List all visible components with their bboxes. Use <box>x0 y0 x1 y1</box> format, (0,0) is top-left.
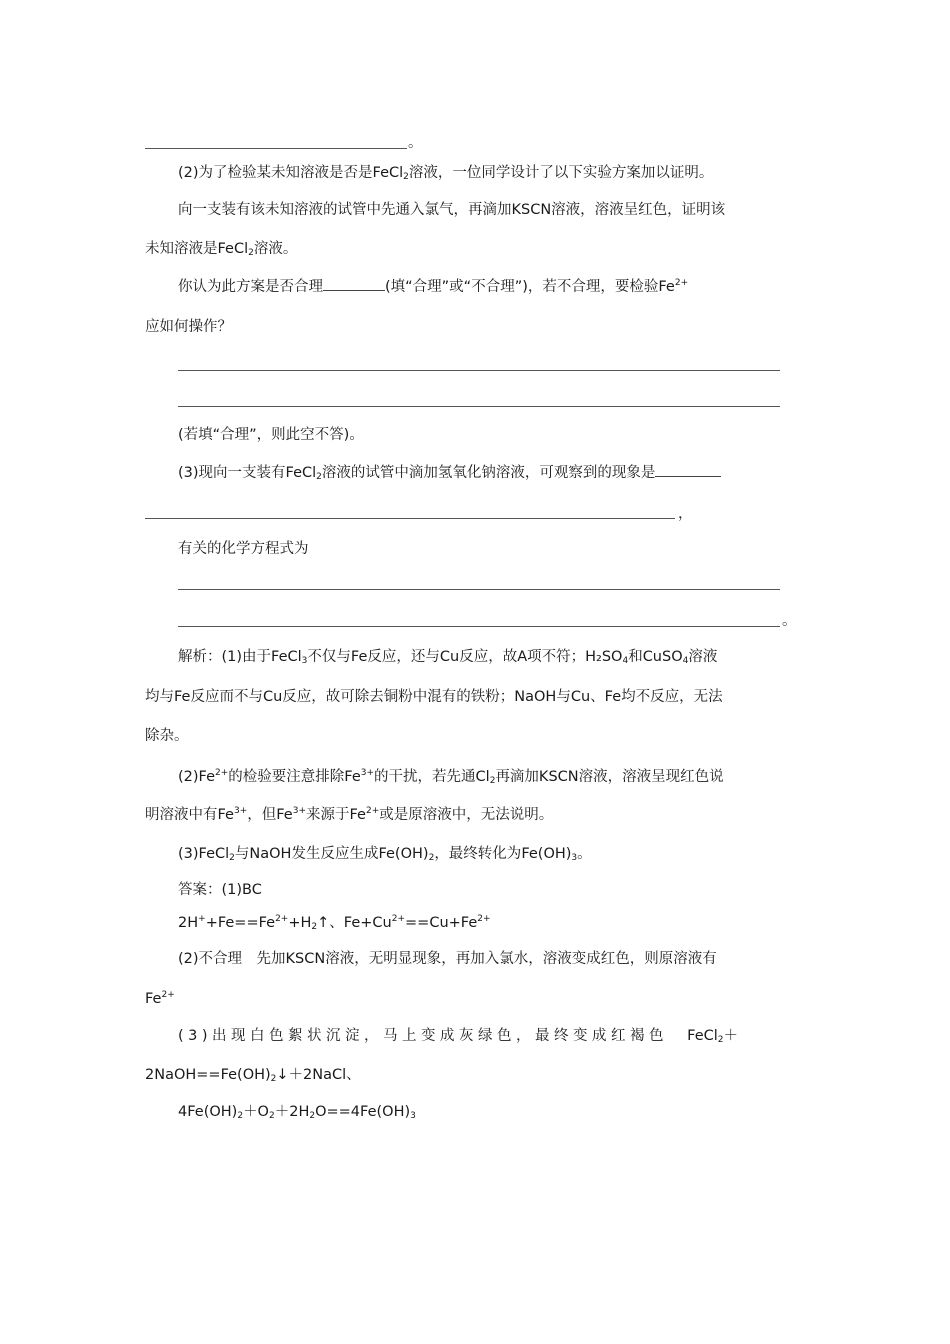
question-2-line2: 未知溶液是FeCl$_2$溶液。 <box>145 241 298 258</box>
analysis-2-line2: 明溶液中有$Fe^{3+}$，但$Fe^{3+}$来源于$Fe^{2+}$或是原溶液中，无法说明。 <box>145 806 554 823</box>
answer-line[interactable] <box>178 589 780 590</box>
answer-line[interactable] <box>178 626 780 627</box>
question-2-note: (若填“合理”，则此空不答)。 <box>178 427 364 443</box>
answer-line[interactable] <box>145 518 675 519</box>
question-2-intro: (2)为了检验某未知溶液是否是FeCl$_2$溶液，一位同学设计了以下实验方案加以证明。 <box>178 165 714 182</box>
question-2-line3: 你认为此方案是否合理 (填“合理”或“不合理”)，若不合理，要检验$Fe^{2+}$ <box>178 278 689 295</box>
answer-2: (2)不合理 先加KSCN溶液，无明显现象，再加入氯水，溶液变成红色，则原溶液有 <box>178 951 717 967</box>
punct-period: 。 <box>782 613 797 629</box>
answer-blank-reasonable[interactable] <box>323 289 385 291</box>
analysis-2-line1: $(2)Fe^{2+}$的检验要注意排除$Fe^{3+}$的干扰，若先通$Cl_2$再滴加KSCN溶液，溶液呈现红色说 <box>178 768 724 786</box>
punct-comma: ， <box>678 506 693 522</box>
analysis-3: (3)FeCl$_2$与NaOH发生反应生成$Fe(OH)_2$，最终转化为$Fe(OH)_3$。 <box>178 846 592 863</box>
punct-period: 。 <box>408 135 423 151</box>
answer-3-line1: (3)出现白色絮状沉淀，马上变成灰绿色，最终变成红褐色 FeCl$_2$＋ <box>178 1028 739 1045</box>
question-3-intro: (3)现向一支装有FeCl$_2$溶液的试管中滴加氢氧化钠溶液，可观察到的现象是 <box>178 464 721 482</box>
answer-line[interactable] <box>178 406 780 407</box>
analysis-1-line1: 解析：(1)由于FeCl$_3$不仅与Fe反应，还与Cu反应，故A项不符；$H_2SO_4$和CuSO$_4$溶液 <box>178 649 718 666</box>
question-3-equation-prompt: 有关的化学方程式为 <box>178 541 309 557</box>
analysis-1-line3: 除杂。 <box>145 728 189 744</box>
answer-3-line2: $2NaOH==Fe(OH)_2↓+2NaCl$、 <box>145 1067 361 1084</box>
answer-1: 答案：(1)BC <box>178 882 262 898</box>
question-2-line4: 应如何操作？ <box>145 319 232 335</box>
answer-3-line3: $4Fe(OH)_2+O_2+2H_2O==4Fe(OH)_3$ <box>178 1104 416 1121</box>
answer-line[interactable] <box>178 370 780 371</box>
answer-blank-line[interactable] <box>145 148 407 149</box>
question-2-line1: 向一支装有该未知溶液的试管中先通入氯气，再滴加KSCN溶液，溶液呈红色，证明该 <box>178 202 726 218</box>
answer-1-equations: $2H^++Fe==Fe^{2+}+H_2↑$、$Fe+Cu^{2+}==Cu+Fe^{2+}$ <box>178 914 491 932</box>
answer-2-cont: $Fe^{2+}$ <box>145 990 175 1007</box>
answer-blank-phenomenon[interactable] <box>655 475 721 477</box>
analysis-1-line2: 均与Fe反应而不与Cu反应，故可除去铜粉中混有的铁粉；NaOH与Cu、Fe均不反应，无法 <box>145 689 723 705</box>
